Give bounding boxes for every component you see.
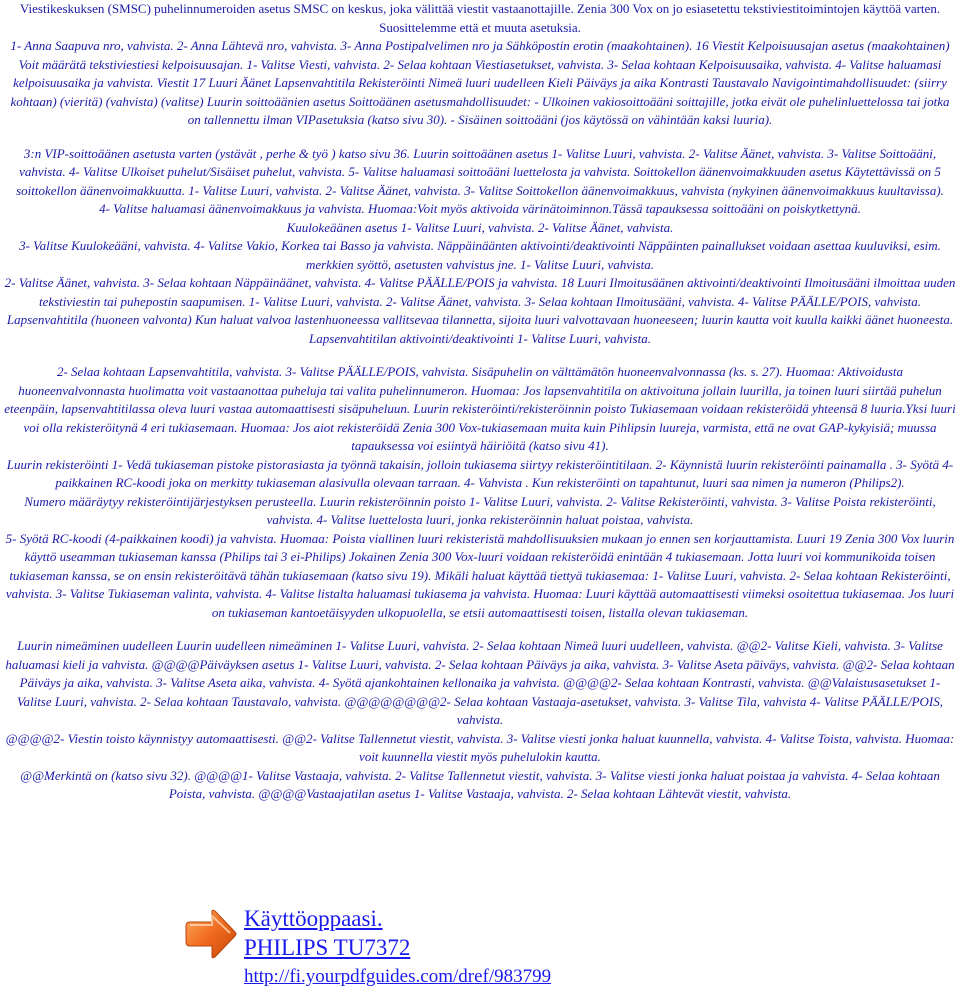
paragraph-validity: 1- Anna Saapuva nro, vahvista. 2- Anna Lähtevä nro, vahvista. 3- Anna Postipalvelimen nro ja Sähköpostin erotin (maakohtainen). 16 Viestit Kelpoisuusajan asetus (maakohtainen) Voit määrätä tekstiviestiesi kelpoisuusajan. 1- Valitse Viesti, vahvista. 2- Selaa kohtaan Viestiasetukset, vahvista. 3- Selaa kohtaan Kelpoisuusaika, vahvista. 4- Valitse haluamasi kelpoisuusaika ja vahvista. Viestit 17 Luuri Äänet Lapsenvahtitila Rekisteröinti Nimeä luuri uudelleen Kieli Päiväys ja aika Kontrasti Taustavalo Navigointimahdollisuudet: (siirry kohtaan) (vieritä) (vahvista) (valitse) Luurin soittoäänien asetus Soittoäänen asetusmahdollisuudet: - Ulkoinen vakiosoittoääni soittajille, jotka eivät ole puhelinluettelossa tai jotka on tallennettu ilman VIPasetuksia (katso sivu 30). - Sisäinen soittoääni (jos käytössä on vähintään kaksi luuria). — [10, 38, 950, 127]
footer-links — [244, 904, 551, 990]
paragraph-registration-intro: 2- Selaa kohtaan Lapsenvahtitila, vahvista. 3- Valitse PÄÄLLE/POIS, vahvista. Sisäpuhelin on välttämätön huoneenvalvonnassa (ks. s. 27). Huomaa: Aktivoidusta huoneenvalvonnasta huolimatta voit vastaanottaa puheluja tai valita puhelinnumeron. Huomaa: Jos lapsenvahtitila on aktivoituna jollain luurilla, ja toinen luuri siirtää puhelun eteenpäin, lapsenvahtitilassa oleva luuri vastaa automaattisesti sisäpuheluun. Luurin rekisteröinti/rekisteröinnin poisto Tukiasemaan voidaan rekisteröidä yhteensä 8 luuria.Yksi luuri voi olla rekisteröitynä 4 eri tukiasemaan. Huomaa: Jos aiot rekisteröidä Zenia 300 Vox-tukiasemaan muita kuin Pihlipsin luureja, varmista, että ne ovat GAP-kykyisiä; muussa tapauksessa voi esiintyä häiriöitä (katso sivu 41). — [4, 364, 956, 453]
paragraph-rename: Luurin nimeäminen uudelleen Luurin uudelleen nimeäminen 1- Valitse Luuri, vahvista. 2- Selaa kohtaan Nimeä luuri uudelleen, vahvista. @@2- Valitse Kieli, vahvista. 3- Valitse haluamasi kieli ja vahvista. @@@@Päiväyksen asetus 1- Valitse Luuri, vahvista. 2- Selaa kohtaan Päiväys ja aika, vahvista. 3- Valitse Aseta päiväys, vahvista. @@2- Selaa kohtaan Päiväys ja aika, vahvista. 3- Valitse Aseta aika, vahvista. 4- Syötä ajankohtainen kellonaika ja vahvista. @@@@2- Selaa kohtaan Kontrasti, vahvista. @@Valaistusasetukset 1- Valitse Luuri, vahvista. 2- Selaa kohtaan Taustavalo, vahvista. @@@@@@@@2- Selaa kohtaan Vastaaja-asetukset, vahvista. 3- Valitse Tila, vahvista 4- Valitse PÄÄLLE/POIS, vahvista. — [5, 638, 955, 727]
paragraph-keytones: 3- Valitse Kuulokeääni, vahvista. 4- Valitse Vakio, Korkea tai Basso ja vahvista. Näppäinäänten aktivointi/deaktivointi Näppäinten painallukset voidaan asettaa kuuluviksi, esim. merkkien syöttö, asetusten vahvistus jne. 1- Valitse Luuri, vahvista. — [19, 238, 941, 272]
paragraph-deregistration: Numero määräytyy rekisteröintijärjestyksen perusteella. Luurin rekisteröinnin poisto 1- Valitse Luuri, vahvista. 2- Valitse Rekisteröinti, vahvista. 3- Valitse Poista rekisteröinti, vahvista. 4- Valitse luettelosta luuri, jonka rekisteröinnin haluat poistaa, vahvista. — [24, 493, 936, 527]
footer-link-block — [180, 900, 780, 995]
pdf-arrow-logo-icon — [182, 906, 238, 962]
paragraph-multi-base: 5- Syötä RC-koodi (4-paikkainen koodi) ja vahvista. Huomaa: Poista viallinen luuri rekisteristä mahdollisuuksien mukaan jo ennen sen korjauttamista. Luuri 19 Zenia 300 Vox luurin käyttö useamman tukiaseman kanssa (Philips tai 3 ei-Philips) Jokainen Zenia 300 Vox-luuri voidaan rekisteröidä enintään 4 tukiasemaan. Jotta luuri voi kommunikoida toisen tukiaseman kanssa, se on ensin rekisteröitävä tähän tukiasemaan (katso sivu 19). Mikäli haluat käyttää tiettyä tukiasemaa: 1- Valitse Luuri, vahvista. 2- Selaa kohtaan Rekisteröinti, vahvista. 3- Valitse Tukiaseman valinta, vahvista. 4- Valitse listalta haluamasi tukiasema ja vahvista. Huomaa: Luuri käyttää automaattisesti viimeksi osoitettua tukiasemaa. Jos luuri on tukiaseman kantoetäisyyden ulkopuolella, se etsii automaattisesti toisen, listalla olevan tukiaseman. — [5, 530, 955, 620]
paragraph-answering: @@Merkintä on (katso sivu 32). @@@@1- Valitse Vastaaja, vahvista. 2- Valitse Tallennetut viestit, vahvista. 3- Valitse viesti jonka haluat poistaa ja vahvista. 4- Selaa kohtaan Poista, vahvista. @@@@Vastaajatilan asetus 1- Valitse Vastaaja, vahvista. 2- Selaa kohtaan Lähtevät viestit, vahvista. — [20, 767, 940, 801]
paragraph-volume: 4- Valitse haluamasi äänenvoimakkuus ja vahvista. Huomaa:Voit myös aktivoida värinätoiminnon.Tässä tapauksessa soittoääni on poiskytkettynä. — [99, 201, 861, 216]
paragraph-babysit: 2- Valitse Äänet, vahvista. 3- Selaa kohtaan Näppäinäänet, vahvista. 4- Valitse PÄÄLLE/POIS ja vahvista. 18 Luuri Ilmoitusäänen aktivointi/deaktivointi Ilmoitusääni ilmoittaa uuden tekstiviestin tai puhepostin saapumisen. 1- Valitse Luuri, vahvista. 2- Valitse Äänet, vahvista. 3- Selaa kohtaan Ilmoitusääni, vahvista. 4- Valitse PÄÄLLE/POIS, vahvista. Lapsenvahtitila (huoneen valvonta) Kun haluat valvoa lastenhuoneessa vallitsevaa tilannetta, sijoita luuri valvottavaan huoneeseen; luurin kautta voit kuulla kaikki äänet huoneesta. Lapsenvahtitilan aktivointi/deaktivointi 1- Valitse Luuri, vahvista. — [4, 275, 956, 346]
guide-url-link[interactable]: http://fi.yourpdfguides.com/dref/983799 — [244, 966, 552, 987]
paragraph-smsc: Viestikeskuksen (SMSC) puhelinnumeroiden asetus SMSC on keskus, joka välittää viestit vastaanottajille. Zenia 300 Vox on jo esiasetettu tekstiviestitoimintojen käyttöä varten. Suosittelemme että et muuta asetuksia. — [19, 1, 941, 35]
paragraph-registration-steps: Luurin rekisteröinti 1- Vedä tukiaseman pistoke pistorasiasta ja työnnä takaisin, jolloin tukiasema siirtyy rekisteröintitilaan. 2- Käynnistä luurin rekisteröinti painamalla . 3- Syötä 4-paikkainen RC-koodi joka on merkitty tukiaseman alasivulla olevaan tarraan. 4- Vahvista . Kun rekisteröinti on tapahtunut, luuri saa nimen ja numeron (Philips2). — [6, 456, 954, 490]
paragraph-vip-ringtone: 3:n VIP-soittoäänen asetusta varten (ystävät , perhe & työ ) katso sivu 36. Luurin soittoäänen asetus 1- Valitse Luuri, vahvista. 2- Valitse Äänet, vahvista. 3- Valitse Soittoääni, vahvista. 4- Valitse Ulkoiset puhelut/Sisäiset puhelut, vahvista. 5- Valitse haluamasi soittoääni luettelosta ja vahvista. Soittokellon äänenvoimakkuuden asetus Käytettävissä on 5 soittokellon äänenvoimakkuutta. 1- Valitse Luuri, vahvista. 2- Valitse Äänet, vahvista. 3- Valitse Soittokellon äänenvoimakkuus, vahvista (nykyinen äänenvoimakkuus kuultavissa). — [16, 145, 944, 198]
product-model-link[interactable]: PHILIPS TU7372 — [244, 935, 411, 960]
paragraph-earpiece: Kuulokeäänen asetus 1- Valitse Luuri, vahvista. 2- Valitse Äänet, vahvista. — [286, 219, 674, 235]
user-guide-link[interactable]: Käyttöoppaasi. — [244, 906, 383, 931]
paragraph-playback: @@@@2- Viestin toisto käynnistyy automaattisesti. @@2- Valitse Tallennetut viestit, vahvista. 3- Valitse viesti jonka haluat kuunnella, vahvista. 4- Valitse Toista, vahvista. Huomaa: voit kuunnella viestit myös puhelulokin kautta. — [5, 730, 955, 764]
